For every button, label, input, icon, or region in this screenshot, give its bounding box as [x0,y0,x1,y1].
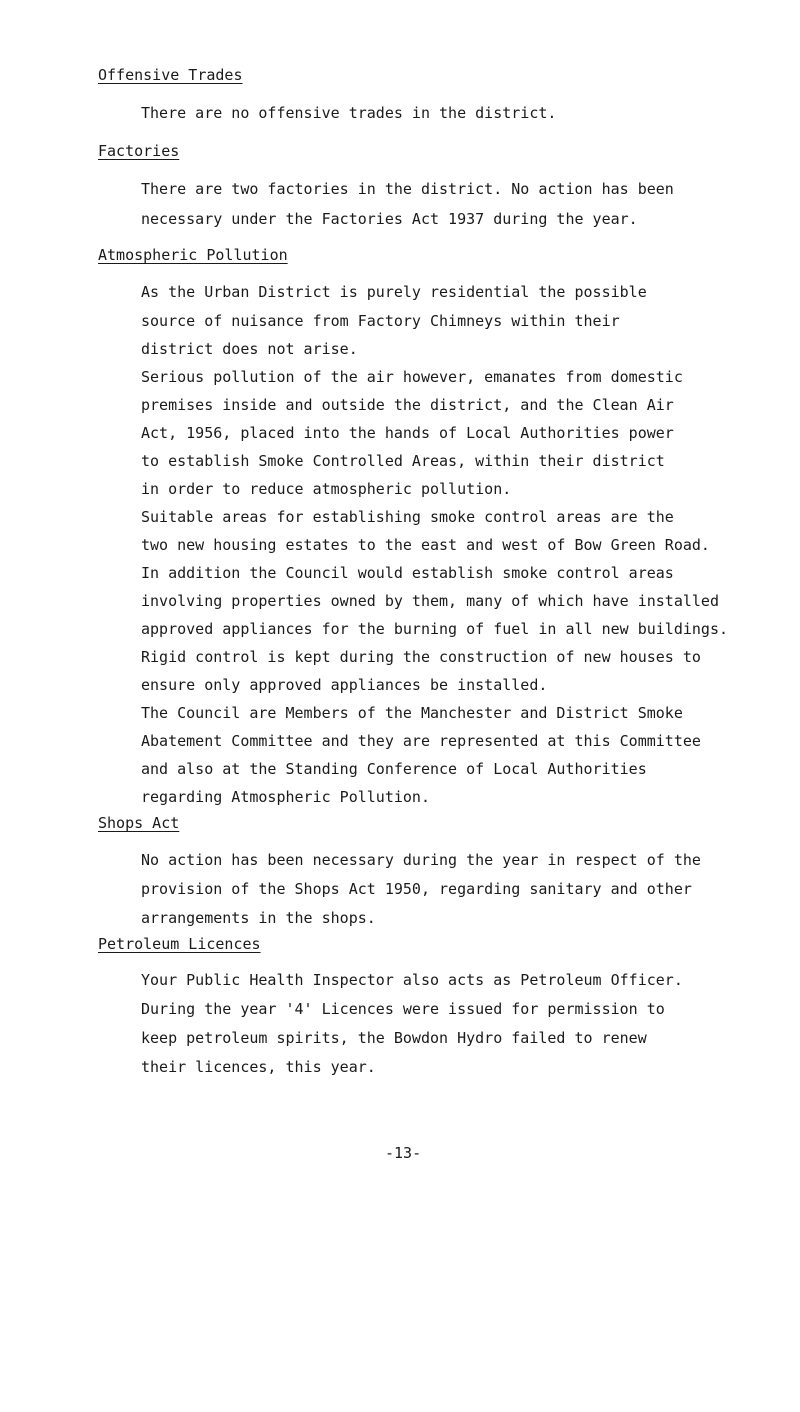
paragraph-line: Abatement Committee and they are represented at this Committee [141,732,701,750]
paragraph-line: necessary under the Factories Act 1937 during the year. [141,210,638,228]
paragraph-line: During the year '4' Licences were issued for permission to [141,1000,665,1018]
heading-shops-act: Shops Act [98,814,180,832]
heading-factories: Factories [98,142,180,160]
heading-atmospheric-pollution: Atmospheric Pollution [98,246,288,264]
paragraph-line: In addition the Council would establish smoke control areas [141,564,674,582]
paragraph-line: regarding Atmospheric Pollution. [141,788,430,806]
paragraph-line: source of nuisance from Factory Chimneys within their [141,312,620,330]
paragraph-line: No action has been necessary during the year in respect of the [141,851,701,869]
paragraph-line: approved appliances for the burning of fuel in all new buildings. [141,620,728,638]
paragraph-line: Act, 1956, placed into the hands of Local Authorities power [141,424,674,442]
paragraph-line: their licences, this year. [141,1058,376,1076]
paragraph-line: premises inside and outside the district, and the Clean Air [141,396,674,414]
paragraph-line: The Council are Members of the Manchester and District Smoke [141,704,683,722]
paragraph-line: arrangements in the shops. [141,909,376,927]
heading-petroleum-licences: Petroleum Licences [98,935,261,953]
paragraph-line: and also at the Standing Conference of Local Authorities [141,760,647,778]
paragraph-line: provision of the Shops Act 1950, regarding sanitary and other [141,880,692,898]
heading-offensive-trades: Offensive Trades [98,66,243,84]
paragraph-line: Your Public Health Inspector also acts as Petroleum Officer. [141,971,683,989]
page-number: -13- [385,1144,422,1162]
paragraph-line: keep petroleum spirits, the Bowdon Hydro failed to renew [141,1029,647,1047]
paragraph-line: As the Urban District is purely residential the possible [141,283,647,301]
paragraph-line: Rigid control is kept during the construction of new houses to [141,648,701,666]
paragraph-line: district does not arise. [141,340,358,358]
paragraph-line: two new housing estates to the east and west of Bow Green Road. [141,536,710,554]
paragraph-line: in order to reduce atmospheric pollution. [141,480,512,498]
paragraph-line: Serious pollution of the air however, emanates from domestic [141,368,683,386]
paragraph-line: ensure only approved appliances be installed. [141,676,548,694]
paragraph-line: Suitable areas for establishing smoke control areas are the [141,508,674,526]
paragraph-line: to establish Smoke Controlled Areas, within their district [141,452,665,470]
paragraph-line: There are no offensive trades in the district. [141,104,557,122]
paragraph-line: involving properties owned by them, many of which have installed [141,592,719,610]
paragraph-line: There are two factories in the district. No action has been [141,180,674,198]
